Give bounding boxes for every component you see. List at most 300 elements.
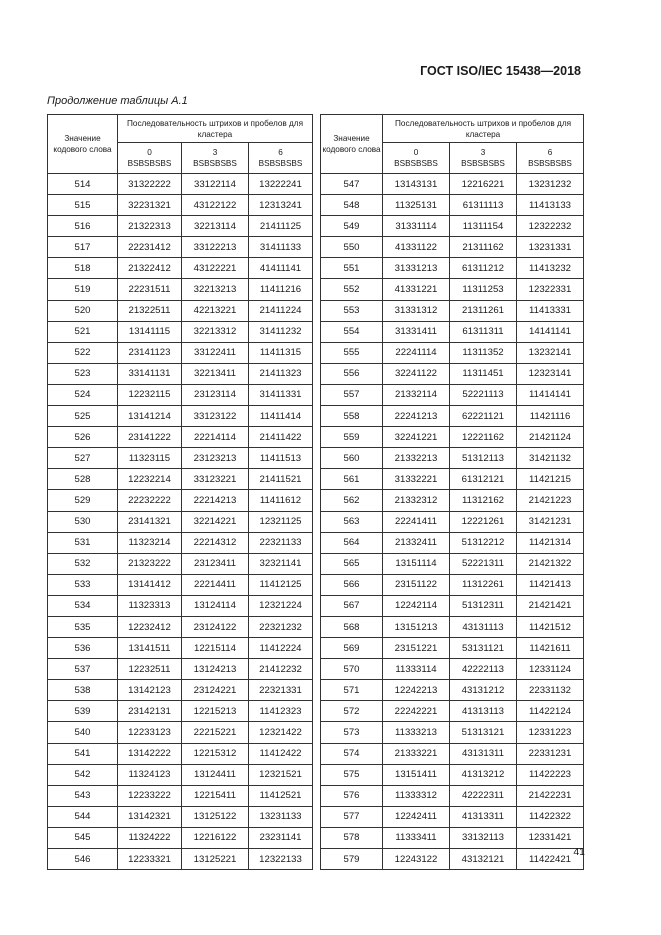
- cluster-3-pattern: 22215221: [182, 722, 249, 743]
- header-sequence-left: Последовательность штрихов и пробелов для кластера: [118, 115, 313, 143]
- codeword-value: 523: [48, 363, 118, 384]
- codeword-value: 540: [48, 722, 118, 743]
- cluster-3-pattern: 33122411: [182, 342, 249, 363]
- table-row: [48, 342, 584, 363]
- cluster-3-pattern: 12216122: [182, 827, 249, 848]
- table-row: [48, 532, 584, 553]
- codeword-value: 515: [48, 195, 118, 216]
- cluster-6-pattern: 22331132: [517, 680, 584, 701]
- table-row: [48, 806, 584, 827]
- cluster-6-pattern: 13231133: [249, 806, 313, 827]
- table-row: [48, 490, 584, 511]
- cluster-3-pattern: 11311154: [450, 216, 517, 237]
- cluster-0-pattern: 22231511: [118, 279, 182, 300]
- cluster-6-pattern: 11421512: [517, 616, 584, 637]
- cluster-0-pattern: 11323313: [118, 595, 182, 616]
- cluster-3-pattern: 21311261: [450, 300, 517, 321]
- cluster-3-pattern: 43131311: [450, 743, 517, 764]
- cluster-6-pattern: 21411422: [249, 427, 313, 448]
- cluster-0-pattern: 11333213: [383, 722, 450, 743]
- column-gap: [313, 384, 321, 405]
- cluster-6-pattern: 11412422: [249, 743, 313, 764]
- cluster-6-pattern: 11421611: [517, 638, 584, 659]
- cluster-0-pattern: 11333312: [383, 785, 450, 806]
- cluster-6-pattern: 12323141: [517, 363, 584, 384]
- cluster-6-pattern: 11412323: [249, 701, 313, 722]
- cluster-0-pattern: 21322313: [118, 216, 182, 237]
- codeword-value: 519: [48, 279, 118, 300]
- codeword-value: 568: [321, 616, 383, 637]
- column-gap: [313, 595, 321, 616]
- cluster-0-pattern: 23141321: [118, 511, 182, 532]
- cluster-0-pattern: 22241114: [383, 342, 450, 363]
- cluster-3-pattern: 23123411: [182, 553, 249, 574]
- cluster-6-pattern: 21411224: [249, 300, 313, 321]
- table-row: [48, 237, 584, 258]
- codeword-value: 516: [48, 216, 118, 237]
- column-gap: [313, 195, 321, 216]
- column-gap: [313, 216, 321, 237]
- cluster-0-pattern: 22232222: [118, 490, 182, 511]
- codeword-value: 549: [321, 216, 383, 237]
- cluster-3-pattern: 23123213: [182, 448, 249, 469]
- codeword-value: 574: [321, 743, 383, 764]
- cluster-0-pattern: 21332312: [383, 490, 450, 511]
- cluster-6-pattern: 21411323: [249, 363, 313, 384]
- cluster-6-pattern: 11421413: [517, 574, 584, 595]
- codeword-value: 560: [321, 448, 383, 469]
- cluster-3-pattern: 32213312: [182, 321, 249, 342]
- cluster-3-pattern: 41313113: [450, 701, 517, 722]
- codeword-value: 555: [321, 342, 383, 363]
- cluster-6-pattern: 21421421: [517, 595, 584, 616]
- codeword-value: 562: [321, 490, 383, 511]
- cluster-6-pattern: 11412521: [249, 785, 313, 806]
- cluster-6-pattern: 22321232: [249, 616, 313, 637]
- table-row: [48, 448, 584, 469]
- cluster-6-pattern: 21421124: [517, 427, 584, 448]
- cluster-0-pattern: 21333221: [383, 743, 450, 764]
- cluster-3-pattern: 43131113: [450, 616, 517, 637]
- column-gap: [313, 427, 321, 448]
- table-row: [48, 764, 584, 785]
- cluster-0-pattern: 12232214: [118, 469, 182, 490]
- codeword-value: 563: [321, 511, 383, 532]
- column-gap: [313, 659, 321, 680]
- table-row: [48, 216, 584, 237]
- cluster-0-pattern: 32241221: [383, 427, 450, 448]
- cluster-3-pattern: 53131121: [450, 638, 517, 659]
- codeword-value: 529: [48, 490, 118, 511]
- cluster-3-pattern: 22214312: [182, 532, 249, 553]
- cluster-0-pattern: 23141123: [118, 342, 182, 363]
- column-gap: [313, 258, 321, 279]
- codeword-value: 572: [321, 701, 383, 722]
- codeword-value: 517: [48, 237, 118, 258]
- codeword-value: 530: [48, 511, 118, 532]
- cluster-6-pattern: 31411133: [249, 237, 313, 258]
- cluster-0-pattern: 31322222: [118, 174, 182, 195]
- cluster-0-pattern: 12233321: [118, 849, 182, 870]
- cluster-0-pattern: 21323222: [118, 553, 182, 574]
- cluster-0-pattern: 22241411: [383, 511, 450, 532]
- column-gap: [313, 115, 321, 174]
- codeword-value: 552: [321, 279, 383, 300]
- cluster-6-pattern: 11412125: [249, 574, 313, 595]
- column-gap: [313, 806, 321, 827]
- cluster-6-pattern: 13231331: [517, 237, 584, 258]
- cluster-0-pattern: 21332411: [383, 532, 450, 553]
- codeword-value: 547: [321, 174, 383, 195]
- page-number: 41: [573, 846, 585, 858]
- cluster-0-pattern: 23142131: [118, 701, 182, 722]
- table-row: [48, 553, 584, 574]
- cluster-0-pattern: 12232511: [118, 659, 182, 680]
- table-row: [48, 638, 584, 659]
- cluster-0-pattern: 21322412: [118, 258, 182, 279]
- table-row: [48, 701, 584, 722]
- cluster-0-pattern: 23151122: [383, 574, 450, 595]
- table-row: [48, 743, 584, 764]
- cluster-6-pattern: 23231141: [249, 827, 313, 848]
- cluster-3-pattern: 32214221: [182, 511, 249, 532]
- codeword-value: 520: [48, 300, 118, 321]
- cluster-6-pattern: 31421231: [517, 511, 584, 532]
- cluster-6-pattern: 11413133: [517, 195, 584, 216]
- cluster-0-pattern: 22241213: [383, 406, 450, 427]
- cluster-0-pattern: 21322511: [118, 300, 182, 321]
- cluster-6-pattern: 12321224: [249, 595, 313, 616]
- codeword-value: 559: [321, 427, 383, 448]
- column-gap: [313, 469, 321, 490]
- codeword-value: 571: [321, 680, 383, 701]
- cluster-3-pattern: 42222311: [450, 785, 517, 806]
- cluster-0-pattern: 13151114: [383, 553, 450, 574]
- cluster-3-pattern: 41313311: [450, 806, 517, 827]
- cluster-3-pattern: 11311451: [450, 363, 517, 384]
- cluster-3-pattern: 52221113: [450, 384, 517, 405]
- cluster-3-pattern: 33123122: [182, 406, 249, 427]
- cluster-6-pattern: 11411216: [249, 279, 313, 300]
- cluster-6-pattern: 22321133: [249, 532, 313, 553]
- table-row: [48, 785, 584, 806]
- codeword-value: 534: [48, 595, 118, 616]
- codeword-value: 550: [321, 237, 383, 258]
- cluster-0-pattern: 13141115: [118, 321, 182, 342]
- cluster-6-pattern: 12322232: [517, 216, 584, 237]
- cluster-0-pattern: 12242114: [383, 595, 450, 616]
- table-row: [48, 363, 584, 384]
- table-row: [48, 427, 584, 448]
- cluster-3-pattern: 23123114: [182, 384, 249, 405]
- codeword-value: 553: [321, 300, 383, 321]
- cluster-0-pattern: 11324222: [118, 827, 182, 848]
- codeword-value: 538: [48, 680, 118, 701]
- table-row: [48, 827, 584, 848]
- cluster-3-pattern: 61311113: [450, 195, 517, 216]
- cluster-3-pattern: 42222113: [450, 659, 517, 680]
- codeword-value: 545: [48, 827, 118, 848]
- cluster-0-pattern: 11323115: [118, 448, 182, 469]
- cluster-6-pattern: 11411315: [249, 342, 313, 363]
- cluster-6-pattern: 11421116: [517, 406, 584, 427]
- table-row: [48, 659, 584, 680]
- cluster-0-pattern: 13142321: [118, 806, 182, 827]
- table-body: [48, 174, 584, 870]
- cluster-0-pattern: 22231412: [118, 237, 182, 258]
- cluster-6-pattern: 22321331: [249, 680, 313, 701]
- cluster-3-pattern: 21311162: [450, 237, 517, 258]
- codeword-value: 557: [321, 384, 383, 405]
- cluster-3-pattern: 11311352: [450, 342, 517, 363]
- cluster-0-pattern: 31332221: [383, 469, 450, 490]
- standard-header: ГОСТ ISO/IEC 15438—2018: [420, 64, 581, 78]
- cluster-3-pattern: 22214114: [182, 427, 249, 448]
- cluster-6-pattern: 13231232: [517, 174, 584, 195]
- cluster-3-pattern: 61311311: [450, 321, 517, 342]
- cluster-3-pattern: 32213213: [182, 279, 249, 300]
- cluster-0-pattern: 33141131: [118, 363, 182, 384]
- codeword-value: 536: [48, 638, 118, 659]
- codeword-value: 541: [48, 743, 118, 764]
- cluster-3-pattern: 41313212: [450, 764, 517, 785]
- cluster-3-pattern: 11311253: [450, 279, 517, 300]
- cluster-0-pattern: 13143131: [383, 174, 450, 195]
- cluster-6-pattern: 21421322: [517, 553, 584, 574]
- codeword-value: 533: [48, 574, 118, 595]
- codeword-value: 544: [48, 806, 118, 827]
- column-gap: [313, 342, 321, 363]
- cluster-3-pattern: 23124221: [182, 680, 249, 701]
- column-gap: [313, 574, 321, 595]
- codeword-value: 524: [48, 384, 118, 405]
- cluster-6-pattern: 11421314: [517, 532, 584, 553]
- header-codeword-left: Значение кодового слова: [48, 115, 118, 174]
- cluster-3-pattern: 43131212: [450, 680, 517, 701]
- table-row: [48, 680, 584, 701]
- cluster-0-pattern: 12232412: [118, 616, 182, 637]
- codeword-value: 554: [321, 321, 383, 342]
- column-gap: [313, 553, 321, 574]
- cluster-header: 6 BSBSBSBS: [249, 143, 313, 174]
- cluster-3-pattern: 51312113: [450, 448, 517, 469]
- header-codeword-right: Значение кодового слова: [321, 115, 383, 174]
- cluster-0-pattern: 31331411: [383, 321, 450, 342]
- cluster-6-pattern: 11412224: [249, 638, 313, 659]
- codeword-value: 579: [321, 849, 383, 870]
- cluster-0-pattern: 12232115: [118, 384, 182, 405]
- codeword-value: 542: [48, 764, 118, 785]
- cluster-6-pattern: 11413232: [517, 258, 584, 279]
- table-row: [48, 722, 584, 743]
- column-gap: [313, 785, 321, 806]
- cluster-6-pattern: 21411521: [249, 469, 313, 490]
- cluster-6-pattern: 11413331: [517, 300, 584, 321]
- table-row: [48, 849, 584, 870]
- cluster-6-pattern: 13222241: [249, 174, 313, 195]
- cluster-0-pattern: 41331122: [383, 237, 450, 258]
- cluster-0-pattern: 11325131: [383, 195, 450, 216]
- codeword-value: 526: [48, 427, 118, 448]
- column-gap: [313, 680, 321, 701]
- cluster-6-pattern: 11422124: [517, 701, 584, 722]
- cluster-header: 3 BSBSBSBS: [182, 143, 249, 174]
- codeword-value: 535: [48, 616, 118, 637]
- cluster-0-pattern: 13141214: [118, 406, 182, 427]
- cluster-0-pattern: 22242221: [383, 701, 450, 722]
- cluster-header: 0 BSBSBSBS: [118, 143, 182, 174]
- column-gap: [313, 300, 321, 321]
- cluster-0-pattern: 12242213: [383, 680, 450, 701]
- column-gap: [313, 849, 321, 870]
- table-row: [48, 574, 584, 595]
- column-gap: [313, 532, 321, 553]
- cluster-6-pattern: 13232141: [517, 342, 584, 363]
- cluster-3-pattern: 13124213: [182, 659, 249, 680]
- cluster-3-pattern: 43122221: [182, 258, 249, 279]
- table-row: [48, 595, 584, 616]
- codeword-value: 548: [321, 195, 383, 216]
- codeword-value: 569: [321, 638, 383, 659]
- cluster-6-pattern: 11411612: [249, 490, 313, 511]
- cluster-6-pattern: 22331231: [517, 743, 584, 764]
- cluster-6-pattern: 12313241: [249, 195, 313, 216]
- cluster-6-pattern: 21421223: [517, 490, 584, 511]
- cluster-3-pattern: 12215114: [182, 638, 249, 659]
- cluster-6-pattern: 12321422: [249, 722, 313, 743]
- table-row: [48, 174, 584, 195]
- codeword-value: 575: [321, 764, 383, 785]
- cluster-0-pattern: 11324123: [118, 764, 182, 785]
- codeword-value: 566: [321, 574, 383, 595]
- cluster-0-pattern: 13151411: [383, 764, 450, 785]
- cluster-6-pattern: 12321521: [249, 764, 313, 785]
- codeword-value: 556: [321, 363, 383, 384]
- cluster-6-pattern: 11422322: [517, 806, 584, 827]
- cluster-3-pattern: 22214213: [182, 490, 249, 511]
- cluster-3-pattern: 33123221: [182, 469, 249, 490]
- codeword-value: 546: [48, 849, 118, 870]
- cluster-6-pattern: 11422421: [517, 849, 584, 870]
- cluster-0-pattern: 41331221: [383, 279, 450, 300]
- table-row: [48, 406, 584, 427]
- cluster-3-pattern: 33132113: [450, 827, 517, 848]
- cluster-0-pattern: 13141511: [118, 638, 182, 659]
- codeword-value: 531: [48, 532, 118, 553]
- cluster-0-pattern: 23151221: [383, 638, 450, 659]
- column-gap: [313, 511, 321, 532]
- cluster-6-pattern: 12321125: [249, 511, 313, 532]
- cluster-3-pattern: 12221162: [450, 427, 517, 448]
- cluster-3-pattern: 12221261: [450, 511, 517, 532]
- codeword-value: 539: [48, 701, 118, 722]
- column-gap: [313, 701, 321, 722]
- cluster-6-pattern: 12322331: [517, 279, 584, 300]
- codeword-table: [47, 114, 584, 870]
- cluster-6-pattern: 14141141: [517, 321, 584, 342]
- cluster-3-pattern: 43132121: [450, 849, 517, 870]
- column-gap: [313, 827, 321, 848]
- codeword-value: 521: [48, 321, 118, 342]
- codeword-value: 514: [48, 174, 118, 195]
- cluster-3-pattern: 33122114: [182, 174, 249, 195]
- cluster-0-pattern: 12233222: [118, 785, 182, 806]
- codeword-value: 577: [321, 806, 383, 827]
- column-gap: [313, 448, 321, 469]
- cluster-header: 6 BSBSBSBS: [517, 143, 584, 174]
- cluster-3-pattern: 12216221: [450, 174, 517, 195]
- codeword-value: 518: [48, 258, 118, 279]
- cluster-0-pattern: 31331213: [383, 258, 450, 279]
- table-row: [48, 300, 584, 321]
- codeword-value: 551: [321, 258, 383, 279]
- cluster-3-pattern: 51312212: [450, 532, 517, 553]
- cluster-3-pattern: 12215312: [182, 743, 249, 764]
- table-row: [48, 384, 584, 405]
- codeword-value: 558: [321, 406, 383, 427]
- cluster-3-pattern: 61312121: [450, 469, 517, 490]
- cluster-3-pattern: 12215411: [182, 785, 249, 806]
- cluster-3-pattern: 13124411: [182, 764, 249, 785]
- codeword-value: 528: [48, 469, 118, 490]
- cluster-header: 0 BSBSBSBS: [383, 143, 450, 174]
- cluster-3-pattern: 51312311: [450, 595, 517, 616]
- codeword-value: 564: [321, 532, 383, 553]
- cluster-6-pattern: 41411141: [249, 258, 313, 279]
- column-gap: [313, 174, 321, 195]
- cluster-0-pattern: 32231321: [118, 195, 182, 216]
- cluster-3-pattern: 32213114: [182, 216, 249, 237]
- column-gap: [313, 321, 321, 342]
- column-gap: [313, 363, 321, 384]
- codeword-value: 567: [321, 595, 383, 616]
- codeword-value: 527: [48, 448, 118, 469]
- table-row: [48, 258, 584, 279]
- header-sequence-right: Последовательность штрихов и пробелов для кластера: [383, 115, 584, 143]
- cluster-3-pattern: 13125221: [182, 849, 249, 870]
- codeword-value: 570: [321, 659, 383, 680]
- cluster-3-pattern: 32213411: [182, 363, 249, 384]
- cluster-3-pattern: 42213221: [182, 300, 249, 321]
- cluster-6-pattern: 11411513: [249, 448, 313, 469]
- cluster-0-pattern: 21332213: [383, 448, 450, 469]
- codeword-value: 576: [321, 785, 383, 806]
- cluster-0-pattern: 12243122: [383, 849, 450, 870]
- cluster-0-pattern: 13142123: [118, 680, 182, 701]
- cluster-3-pattern: 11312162: [450, 490, 517, 511]
- cluster-6-pattern: 12322133: [249, 849, 313, 870]
- cluster-6-pattern: 11422223: [517, 764, 584, 785]
- cluster-3-pattern: 23124122: [182, 616, 249, 637]
- column-gap: [313, 638, 321, 659]
- codeword-value: 537: [48, 659, 118, 680]
- cluster-0-pattern: 21332114: [383, 384, 450, 405]
- cluster-6-pattern: 11411414: [249, 406, 313, 427]
- column-gap: [313, 490, 321, 511]
- table-row: [48, 469, 584, 490]
- column-gap: [313, 279, 321, 300]
- cluster-0-pattern: 12233123: [118, 722, 182, 743]
- cluster-6-pattern: 21412232: [249, 659, 313, 680]
- cluster-6-pattern: 31411331: [249, 384, 313, 405]
- column-gap: [313, 406, 321, 427]
- cluster-3-pattern: 52221311: [450, 553, 517, 574]
- cluster-3-pattern: 51313121: [450, 722, 517, 743]
- cluster-header: 3 BSBSBSBS: [450, 143, 517, 174]
- cluster-3-pattern: 61311212: [450, 258, 517, 279]
- cluster-0-pattern: 13141412: [118, 574, 182, 595]
- column-gap: [313, 237, 321, 258]
